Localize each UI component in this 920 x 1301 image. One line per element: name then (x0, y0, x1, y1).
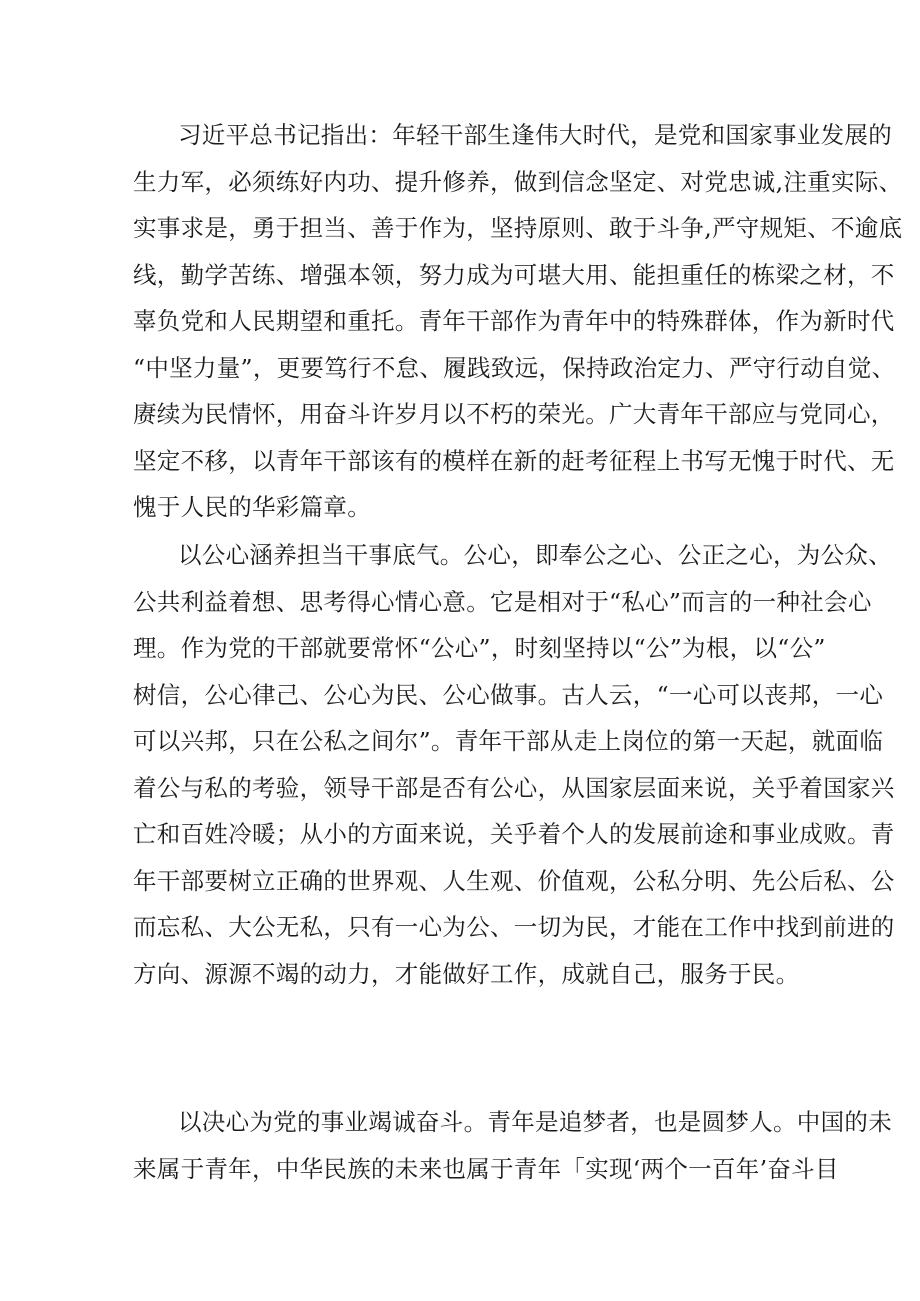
paragraph-line: 而忘私、大公无私，只有一心为公、一切为民，才能在工作中找到前进的 (133, 913, 895, 941)
paragraph-line: 线，勤学苦练、增强本领，努力成为可堪大用、能担重任的栋梁之材，不 (133, 260, 895, 289)
paragraph-line: 理。作为党的干部就要常怀“公心”，时刻坚持以“公”为根，以“公” (133, 634, 826, 662)
paragraph-line: 愧于人民的华彩篇章。 (133, 493, 371, 521)
paragraph-line: 习近平总书记指出：年轻干部生逢伟大时代，是党和国家事业发展的 (178, 121, 892, 149)
paragraph-line: 辜负党和人民期望和重托。青年干部作为青年中的特殊群体，作为新时代 (133, 307, 895, 335)
paragraph-1 (133, 112, 903, 531)
paragraph-line: 公共利益着想、思考得心情心意。它是相对于“私心”而言的一种社会心 (133, 587, 872, 616)
paragraph-line: 来属于青年，中华民族的未来也属于青年「实现‘两个一百年’奋斗目 (133, 1154, 839, 1183)
paragraph-line: 树信，公心律己、公心为民、公心做事。古人云，“一心可以丧邦，一心 (133, 680, 884, 709)
paragraph-line: 以公心涵养担当干事底气。公心，即奉公之心、公正之心，为公众、 (178, 541, 892, 569)
paragraph-line: 着公与私的考验，领导干部是否有公心，从国家层面来说，关乎着国家兴 (133, 773, 895, 802)
paragraph-3 (133, 1099, 892, 1192)
paragraph-line: 坚定不移，以青年干部该有的模样在新的赶考征程上书写无愧于时代、无 (133, 446, 895, 475)
paragraph-line: 可以兴邦，只在公私之间尔”。青年干部从走上岗位的第一天起，就面临 (133, 727, 884, 755)
paragraph-line: “中坚力量”，更要笃行不怠、履践致远，保持政治定力、严守行动自觉、 (133, 353, 896, 382)
paragraph-line: 亡和百姓冷暖；从小的方面来说，关乎着个人的发展前途和事业成败。青 (133, 820, 895, 848)
paragraph-line: 生力军，必须练好内功、提升修养，做到信念坚定、对党忠诚,注重实际、 (133, 167, 903, 196)
paragraph-2 (133, 532, 895, 997)
paragraph-line: 赓续为民情怀，用奋斗许岁月以不朽的荣光。广大青年干部应与党同心， (133, 400, 895, 428)
paragraph-line: 实事求是，勇于担当、善于作为，坚持原则、敢于斗争,严守规矩、不逾底 (133, 214, 903, 242)
paragraph-line: 以决心为党的事业竭诚奋斗。青年是追梦者，也是圆梦人。中国的未 (178, 1108, 892, 1136)
paragraph-line: 年干部要树立正确的世界观、人生观、价值观，公私分明、先公后私、公 (133, 866, 895, 895)
paragraph-line: 方向、源源不竭的动力，才能做好工作，成就自己，服务于民。 (133, 959, 800, 988)
